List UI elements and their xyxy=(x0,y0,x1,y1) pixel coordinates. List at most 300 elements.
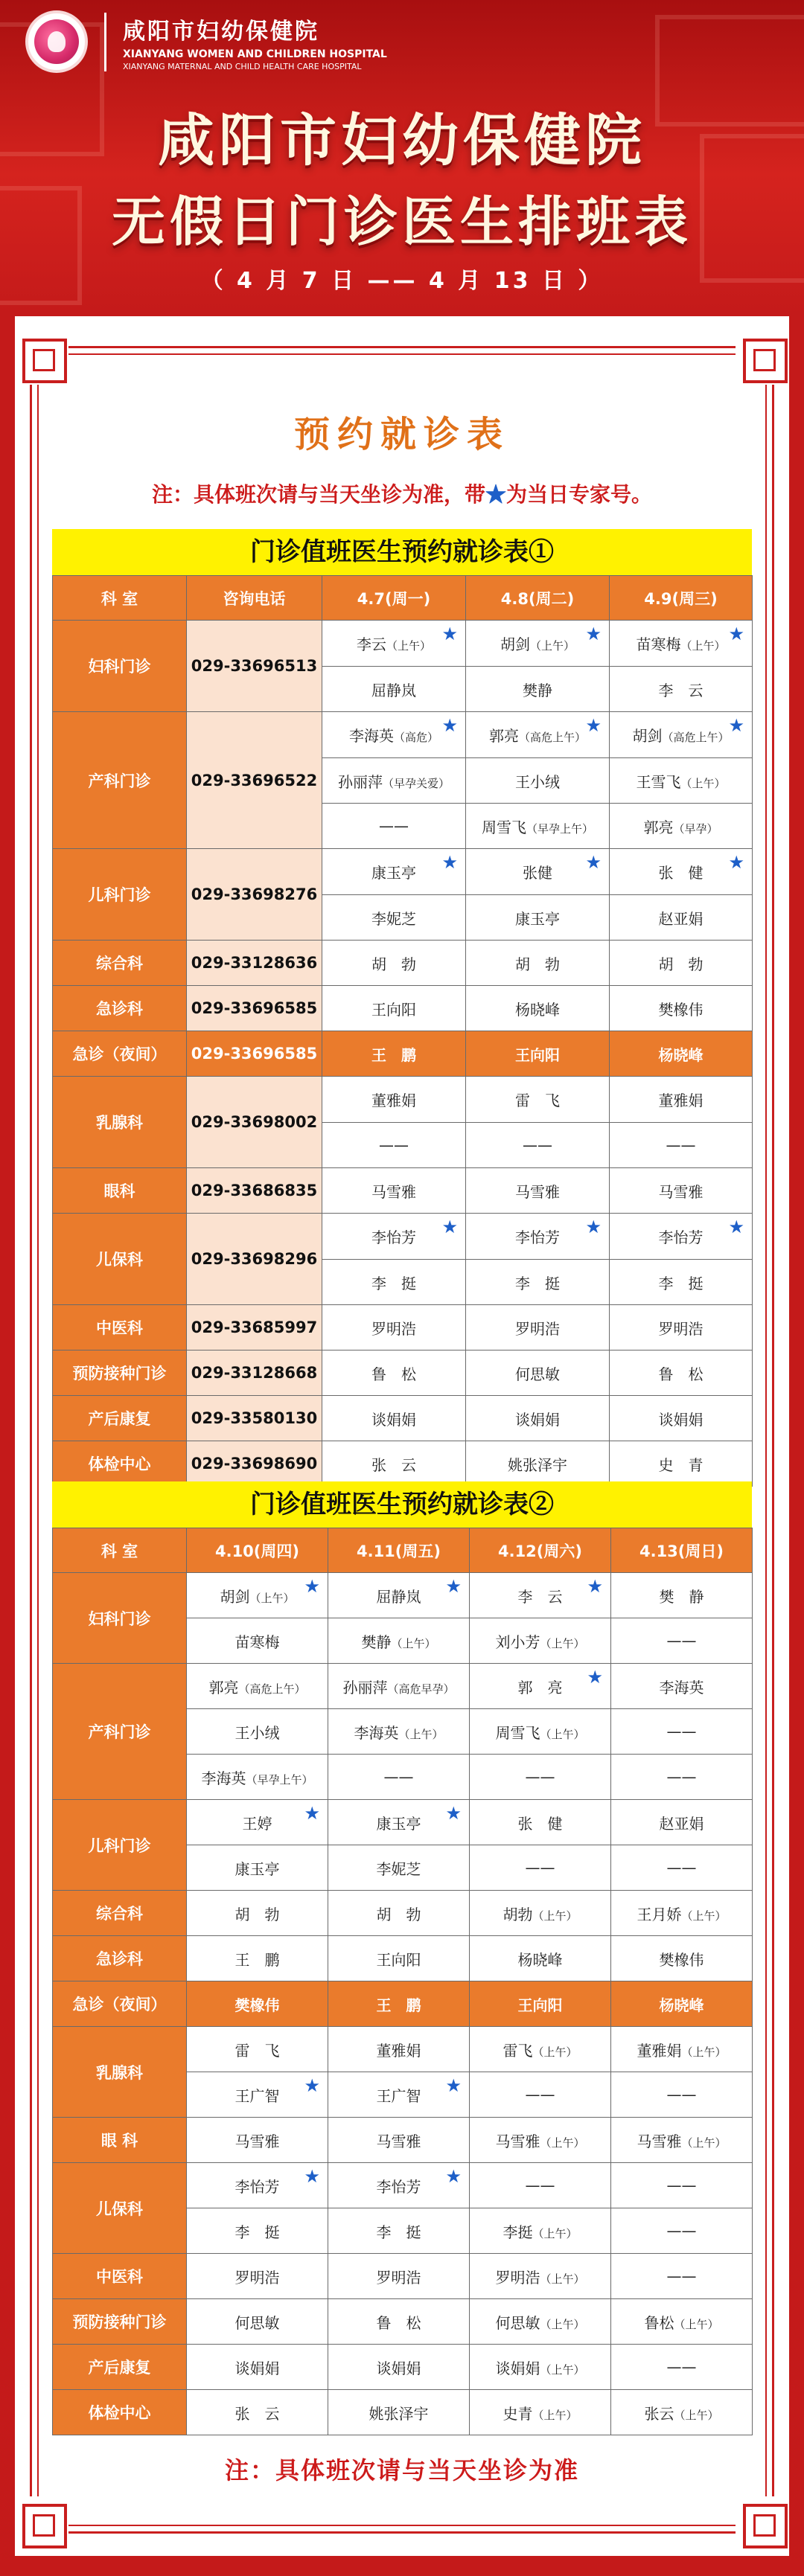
doctor-cell: 董雅娟 xyxy=(610,1077,753,1123)
page-title: 咸阳市妇幼保健院 xyxy=(158,107,646,173)
doctor-name: 王广智 xyxy=(376,2086,421,2105)
doctor-name: 张健 xyxy=(523,864,552,882)
dept-cell: 预防接种门诊 xyxy=(53,2299,187,2345)
doctor-cell xyxy=(466,1214,610,1260)
doctor-name: 胡剑 xyxy=(220,1587,250,1606)
doctor-name: 李怡芳 xyxy=(234,2177,280,2196)
phone-cell: 029-33580130 xyxy=(187,1396,322,1441)
doctor-cell xyxy=(470,1709,611,1755)
shift-note: （上午） xyxy=(540,1636,585,1650)
doctor-name: 周雪飞 xyxy=(495,1723,540,1742)
shift-note: （早孕上午） xyxy=(246,1772,313,1787)
doctor-cell: 李 云 xyxy=(610,667,753,712)
doctor-name: 何思敏 xyxy=(495,2313,540,2332)
shift-note: （上午） xyxy=(540,2272,585,2286)
doctor-cell: 赵亚娟 xyxy=(611,1800,753,1845)
doctor-cell: 王向阳 xyxy=(322,986,466,1031)
star-icon: ★ xyxy=(585,852,602,873)
doctor-cell: 姚张泽宇 xyxy=(328,2390,470,2435)
doctor-cell xyxy=(470,2027,611,2072)
doctor-cell: —— xyxy=(611,2163,753,2208)
hospital-logo xyxy=(25,10,387,73)
doctor-cell xyxy=(328,1800,470,1845)
doctor-cell xyxy=(611,1891,753,1936)
dept-cell: 儿保科 xyxy=(53,2163,187,2254)
doctor-name: 胡剑 xyxy=(500,635,530,653)
dept-cell: 乳腺科 xyxy=(53,1077,187,1168)
star-icon: ★ xyxy=(445,2075,462,2096)
phone-cell: 029-33696513 xyxy=(187,621,322,712)
col-header: 4.11(周五) xyxy=(328,1528,470,1573)
doctor-cell: —— xyxy=(322,804,466,849)
header-banner xyxy=(0,0,804,316)
doctor-cell: 樊静 xyxy=(466,667,610,712)
doctor-cell xyxy=(470,2345,611,2390)
doctor-cell: 董雅娟 xyxy=(328,2027,470,2072)
dept-cell: 儿科门诊 xyxy=(53,849,187,941)
dept-cell: 儿保科 xyxy=(53,1214,187,1305)
doctor-name: 史青 xyxy=(502,2404,533,2423)
doctor-cell xyxy=(466,804,610,849)
doctor-cell xyxy=(328,2163,470,2208)
doctor-cell: —— xyxy=(611,2345,753,2390)
doctor-cell xyxy=(470,2254,611,2299)
doctor-cell: 何思敏 xyxy=(466,1351,610,1396)
doctor-cell: 樊橡伟 xyxy=(611,1936,753,1981)
phone-cell: 029-33686835 xyxy=(187,1168,322,1214)
phone-cell: 029-33698002 xyxy=(187,1077,322,1168)
shift-note: （高危早孕） xyxy=(387,1682,455,1696)
doctor-cell: —— xyxy=(611,1618,753,1664)
doctor-cell: 谈娟娟 xyxy=(466,1396,610,1441)
doctor-cell: 屈静岚 xyxy=(322,667,466,712)
doctor-cell xyxy=(466,621,610,667)
doctor-name: 王雪飞 xyxy=(636,772,681,791)
doctor-cell xyxy=(610,849,753,895)
star-icon: ★ xyxy=(441,1217,458,1237)
phone-cell: 029-33698276 xyxy=(187,849,322,941)
doctor-cell: 胡 勃 xyxy=(610,941,753,986)
phone-cell: 029-33685997 xyxy=(187,1305,322,1351)
star-icon: ★ xyxy=(304,1576,320,1597)
doctor-cell: 李 挺 xyxy=(466,1260,610,1305)
dept-cell: 乳腺科 xyxy=(53,2027,187,2118)
doctor-cell xyxy=(328,2072,470,2118)
note-text: 为当日专家号。 xyxy=(506,482,653,507)
doctor-name: 王广智 xyxy=(234,2086,280,2105)
star-icon: ★ xyxy=(728,852,744,873)
doctor-cell xyxy=(610,621,753,667)
shift-note: （上午） xyxy=(391,1636,436,1650)
doctor-cell: 王 鹏 xyxy=(328,1981,470,2027)
note-top xyxy=(15,478,789,508)
logo-name-cn: 咸阳市妇幼保健院 xyxy=(123,18,319,45)
doctor-cell xyxy=(322,712,466,758)
doctor-name: 李海英 xyxy=(354,1723,399,1742)
doctor-name: 李海英 xyxy=(348,727,394,745)
dept-cell: 眼 科 xyxy=(53,2118,187,2163)
logo-name-en: XIANYANG WOMEN AND CHILDREN HOSPITAL xyxy=(123,48,387,60)
shift-note: （上午） xyxy=(681,2136,727,2150)
dept-cell: 产科门诊 xyxy=(53,1664,187,1800)
schedule-panel xyxy=(15,316,789,2556)
doctor-cell xyxy=(187,1664,328,1709)
doctor-cell xyxy=(610,712,753,758)
doctor-cell: 鲁 松 xyxy=(610,1351,753,1396)
star-icon: ★ xyxy=(445,1576,462,1597)
dept-cell: 急诊（夜间） xyxy=(53,1981,187,2027)
doctor-name: 李云 xyxy=(356,635,386,653)
doctor-name: 刘小芳 xyxy=(495,1633,540,1651)
shift-note: （高危上午） xyxy=(238,1682,306,1696)
doctor-cell: 李 挺 xyxy=(610,1260,753,1305)
doctor-cell: 鲁 松 xyxy=(322,1351,466,1396)
dept-cell: 产后康复 xyxy=(53,2345,187,2390)
doctor-cell: 何思敏 xyxy=(187,2299,328,2345)
doctor-cell: 马雪雅 xyxy=(187,2118,328,2163)
col-header: 4.7(周一) xyxy=(322,576,466,621)
doctor-cell: 王 鹏 xyxy=(187,1936,328,1981)
doctor-cell: 胡 勃 xyxy=(328,1891,470,1936)
shift-note: （高危） xyxy=(393,731,438,744)
doctor-cell: 王小绒 xyxy=(187,1709,328,1755)
doctor-cell: 张 健 xyxy=(470,1800,611,1845)
doctor-cell xyxy=(611,2118,753,2163)
dept-cell: 儿科门诊 xyxy=(53,1800,187,1891)
shift-note: （上午） xyxy=(540,1727,585,1741)
doctor-name: 李怡芳 xyxy=(376,2177,421,2196)
doctor-cell xyxy=(611,2390,753,2435)
doctor-cell xyxy=(328,1573,470,1618)
shift-note: （上午） xyxy=(529,639,575,653)
doctor-cell: 杨晓峰 xyxy=(470,1936,611,1981)
doctor-cell: 罗明浩 xyxy=(466,1305,610,1351)
doctor-cell: —— xyxy=(611,2072,753,2118)
doctor-cell: 王向阳 xyxy=(470,1981,611,2027)
star-icon: ★ xyxy=(441,715,458,736)
dept-cell: 产科门诊 xyxy=(53,712,187,849)
doctor-cell: 雷 飞 xyxy=(187,2027,328,2072)
doctor-cell: 罗明浩 xyxy=(187,2254,328,2299)
doctor-name: 马雪雅 xyxy=(636,2132,682,2150)
doctor-cell xyxy=(187,1755,328,1800)
shift-note: （上午） xyxy=(532,2408,578,2422)
doctor-cell: 张 云 xyxy=(322,1441,466,1487)
frame-corner xyxy=(736,2496,789,2550)
doctor-cell: —— xyxy=(470,1845,611,1891)
doctor-cell xyxy=(611,2027,753,2072)
frame-corner xyxy=(15,331,68,385)
note-bottom: 注：具体班次请与当天坐诊为准 xyxy=(224,2456,579,2484)
doctor-cell: 王向阳 xyxy=(466,1031,610,1077)
dept-cell: 综合科 xyxy=(53,941,187,986)
doctor-cell: 马雪雅 xyxy=(322,1168,466,1214)
doctor-name: 马雪雅 xyxy=(495,2132,540,2150)
shift-note: （上午） xyxy=(540,2136,585,2150)
doctor-cell: 王 鹏 xyxy=(322,1031,466,1077)
doctor-cell: 苗寒梅 xyxy=(187,1618,328,1664)
doctor-cell xyxy=(470,1618,611,1664)
phone-cell: 029-33696522 xyxy=(187,712,322,849)
star-icon: ★ xyxy=(585,624,602,644)
doctor-cell: 胡 勃 xyxy=(187,1891,328,1936)
col-header: 咨询电话 xyxy=(187,576,322,621)
doctor-cell xyxy=(466,758,610,804)
logo-name-en2: XIANYANG MATERNAL AND CHILD HEALTH CARE HOSPITAL xyxy=(123,61,362,71)
doctor-cell xyxy=(322,621,466,667)
shift-note: （早孕上午） xyxy=(526,821,593,836)
doctor-cell xyxy=(470,1891,611,1936)
frame-corner xyxy=(736,331,789,385)
dept-cell: 体检中心 xyxy=(53,2390,187,2435)
doctor-cell: —— xyxy=(611,1755,753,1800)
doctor-cell: —— xyxy=(470,2072,611,2118)
doctor-cell xyxy=(466,849,610,895)
doctor-cell: —— xyxy=(610,1123,753,1168)
doctor-name: 李怡芳 xyxy=(658,1228,704,1246)
section-title: 预约就诊表 xyxy=(293,414,510,455)
doctor-cell xyxy=(322,1214,466,1260)
star-icon: ★ xyxy=(585,1217,602,1237)
doctor-cell: 王向阳 xyxy=(328,1936,470,1981)
doctor-cell xyxy=(328,1618,470,1664)
doctor-name: 王婷 xyxy=(242,1814,272,1833)
doctor-cell: 谈娟娟 xyxy=(328,2345,470,2390)
star-icon: ★ xyxy=(587,1667,603,1688)
shift-note: （早孕关爱） xyxy=(382,776,450,790)
col-header: 4.8(周二) xyxy=(466,576,610,621)
doctor-name: 张 健 xyxy=(658,864,704,882)
col-header: 科 室 xyxy=(53,1528,187,1573)
doctor-cell: 赵亚娟 xyxy=(610,895,753,941)
doctor-cell: —— xyxy=(322,1123,466,1168)
doctor-cell: 马雪雅 xyxy=(610,1168,753,1214)
doctor-cell xyxy=(470,1573,611,1618)
doctor-name: 王月娇 xyxy=(636,1905,682,1923)
star-icon: ★ xyxy=(485,482,506,507)
doctor-cell: 康玉亭 xyxy=(466,895,610,941)
doctor-name: 鲁松 xyxy=(644,2313,674,2332)
doctor-cell: 李 挺 xyxy=(328,2208,470,2254)
doctor-cell: —— xyxy=(611,1845,753,1891)
doctor-cell xyxy=(187,1800,328,1845)
doctor-cell xyxy=(610,804,753,849)
shift-note: （上午） xyxy=(681,2045,727,2059)
doctor-cell: —— xyxy=(470,2163,611,2208)
doctor-cell: 杨晓峰 xyxy=(610,1031,753,1077)
page-subtitle: 无假日门诊医生排班表 xyxy=(111,190,692,253)
phone-cell: 029-33696585 xyxy=(187,986,322,1031)
doctor-cell xyxy=(610,1214,753,1260)
doctor-name: 屈静岚 xyxy=(376,1587,421,1606)
doctor-name: 郭亮 xyxy=(208,1678,239,1696)
doctor-cell xyxy=(470,2390,611,2435)
doctor-name: 李挺 xyxy=(502,2223,533,2241)
shift-note: （上午） xyxy=(532,1909,578,1923)
doctor-cell: 罗明浩 xyxy=(322,1305,466,1351)
doctor-cell: 胡 勃 xyxy=(466,941,610,986)
dept-cell: 综合科 xyxy=(53,1891,187,1936)
dept-cell: 妇科门诊 xyxy=(53,1573,187,1664)
doctor-name: 张云 xyxy=(644,2404,674,2423)
phone-cell: 029-33698296 xyxy=(187,1214,322,1305)
shift-note: （上午） xyxy=(674,2408,719,2422)
star-icon: ★ xyxy=(304,2166,320,2187)
col-header: 科 室 xyxy=(53,576,187,621)
doctor-name: 郭 亮 xyxy=(517,1678,563,1696)
doctor-cell: 樊橡伟 xyxy=(610,986,753,1031)
schedule-table-1 xyxy=(52,575,753,1487)
shift-note: （高危上午） xyxy=(518,731,586,744)
dept-cell: 预防接种门诊 xyxy=(53,1351,187,1396)
doctor-cell: 马雪雅 xyxy=(328,2118,470,2163)
doctor-cell xyxy=(322,758,466,804)
doctor-name: 郭亮 xyxy=(643,818,674,836)
doctor-cell: 李妮芝 xyxy=(322,895,466,941)
star-icon: ★ xyxy=(728,624,744,644)
doctor-cell: 谈娟娟 xyxy=(187,2345,328,2390)
phone-cell: 029-33696585 xyxy=(187,1031,322,1077)
doctor-cell: —— xyxy=(611,2208,753,2254)
doctor-cell xyxy=(470,2118,611,2163)
doctor-name: 李怡芳 xyxy=(515,1228,560,1246)
doctor-cell: 谈娟娟 xyxy=(610,1396,753,1441)
doctor-cell xyxy=(187,2072,328,2118)
doctor-cell: 马雪雅 xyxy=(466,1168,610,1214)
star-icon: ★ xyxy=(445,2166,462,2187)
phone-cell: 029-33698690 xyxy=(187,1441,322,1487)
doctor-cell xyxy=(470,2208,611,2254)
doctor-cell: —— xyxy=(470,1755,611,1800)
doctor-cell: —— xyxy=(611,2254,753,2299)
dept-cell: 眼科 xyxy=(53,1168,187,1214)
doctor-name: 雷飞 xyxy=(502,2041,533,2060)
doctor-name: 谈娟娟 xyxy=(495,2359,540,2377)
col-header: 4.12(周六) xyxy=(470,1528,611,1573)
doctor-cell xyxy=(328,1664,470,1709)
doctor-name: 李怡芳 xyxy=(371,1228,416,1246)
doctor-cell: 李妮芝 xyxy=(328,1845,470,1891)
star-icon: ★ xyxy=(445,1803,462,1824)
doctor-name: 苗寒梅 xyxy=(636,635,681,653)
schedule-table-2 xyxy=(52,1528,753,2435)
doctor-cell: 樊 静 xyxy=(611,1573,753,1618)
date-range: （ 4 月 7 日 —— 4 月 13 日 ） xyxy=(200,268,604,294)
star-icon: ★ xyxy=(587,1576,603,1597)
doctor-cell: 樊橡伟 xyxy=(187,1981,328,2027)
doctor-cell: 谈娟娟 xyxy=(322,1396,466,1441)
star-icon: ★ xyxy=(585,715,602,736)
col-header: 4.9(周三) xyxy=(610,576,753,621)
doctor-cell: 胡 勃 xyxy=(322,941,466,986)
shift-note: （上午） xyxy=(680,776,726,790)
doctor-cell: 姚张泽宇 xyxy=(466,1441,610,1487)
doctor-cell xyxy=(470,1664,611,1709)
frame-corner xyxy=(15,2496,68,2550)
doctor-cell xyxy=(187,2163,328,2208)
doctor-cell: 李 挺 xyxy=(187,2208,328,2254)
shift-note: （早孕） xyxy=(673,821,718,836)
doctor-name: 樊静 xyxy=(361,1633,392,1651)
dept-cell: 产后康复 xyxy=(53,1396,187,1441)
doctor-name: 康玉亭 xyxy=(371,864,416,882)
doctor-cell xyxy=(322,849,466,895)
doctor-name: 孙丽萍 xyxy=(337,772,383,791)
table2-title: 门诊值班医生预约就诊表② xyxy=(52,1481,752,1528)
star-icon: ★ xyxy=(441,624,458,644)
doctor-name: 胡勃 xyxy=(502,1905,533,1923)
shift-note: （上午） xyxy=(386,639,431,653)
star-icon: ★ xyxy=(728,1217,744,1237)
doctor-name: 周雪飞 xyxy=(481,818,526,836)
doctor-name: 董雅娟 xyxy=(636,2041,682,2060)
doctor-cell: —— xyxy=(328,1755,470,1800)
shift-note: （上午） xyxy=(532,2226,578,2240)
doctor-cell: 杨晓峰 xyxy=(466,986,610,1031)
doctor-name: 李 云 xyxy=(517,1587,563,1606)
phone-cell: 029-33128636 xyxy=(187,941,322,986)
doctor-cell: 雷 飞 xyxy=(466,1077,610,1123)
doctor-name: 康玉亭 xyxy=(376,1814,421,1833)
table1-title: 门诊值班医生预约就诊表① xyxy=(52,529,752,575)
doctor-name: 王小绒 xyxy=(515,772,560,791)
doctor-cell: 康玉亭 xyxy=(187,1845,328,1891)
shift-note: （上午） xyxy=(540,2362,585,2377)
dept-cell: 妇科门诊 xyxy=(53,621,187,712)
col-header: 4.13(周日) xyxy=(611,1528,753,1573)
shift-note: （上午） xyxy=(674,2317,719,2331)
dept-cell: 中医科 xyxy=(53,2254,187,2299)
doctor-name: 郭亮 xyxy=(488,727,519,745)
shift-note: （上午） xyxy=(398,1727,444,1741)
doctor-name: 孙丽萍 xyxy=(342,1678,388,1696)
doctor-cell xyxy=(466,712,610,758)
shift-note: （上午） xyxy=(540,2317,585,2331)
shift-note: （上午） xyxy=(681,1909,727,1923)
dept-cell: 急诊（夜间） xyxy=(53,1031,187,1077)
doctor-cell: 杨晓峰 xyxy=(611,1981,753,2027)
logo-icon xyxy=(25,10,88,73)
star-icon: ★ xyxy=(304,1803,320,1824)
dept-cell: 急诊科 xyxy=(53,986,187,1031)
doctor-cell: 董雅娟 xyxy=(322,1077,466,1123)
doctor-cell: 李 挺 xyxy=(322,1260,466,1305)
doctor-cell: 李海英 xyxy=(611,1664,753,1709)
star-icon: ★ xyxy=(441,852,458,873)
dept-cell: 中医科 xyxy=(53,1305,187,1351)
doctor-cell xyxy=(611,2299,753,2345)
doctor-cell: 罗明浩 xyxy=(328,2254,470,2299)
doctor-name: 李海英 xyxy=(201,1769,246,1787)
dept-cell: 急诊科 xyxy=(53,1936,187,1981)
doctor-cell xyxy=(328,1709,470,1755)
doctor-cell: 鲁 松 xyxy=(328,2299,470,2345)
doctor-name: 胡剑 xyxy=(632,727,663,745)
shift-note: （上午） xyxy=(249,1591,295,1605)
doctor-cell: 史 青 xyxy=(610,1441,753,1487)
doctor-cell: 张 云 xyxy=(187,2390,328,2435)
star-icon: ★ xyxy=(728,715,744,736)
dept-cell: 体检中心 xyxy=(53,1441,187,1487)
shift-note: （高危上午） xyxy=(662,731,730,744)
shift-note: （上午） xyxy=(680,639,726,653)
col-header: 4.10(周四) xyxy=(187,1528,328,1573)
doctor-cell: —— xyxy=(466,1123,610,1168)
doctor-cell xyxy=(470,2299,611,2345)
doctor-cell xyxy=(187,1573,328,1618)
note-text: 注：具体班次请与当天坐诊为准，带 xyxy=(151,482,485,507)
doctor-cell: 罗明浩 xyxy=(610,1305,753,1351)
